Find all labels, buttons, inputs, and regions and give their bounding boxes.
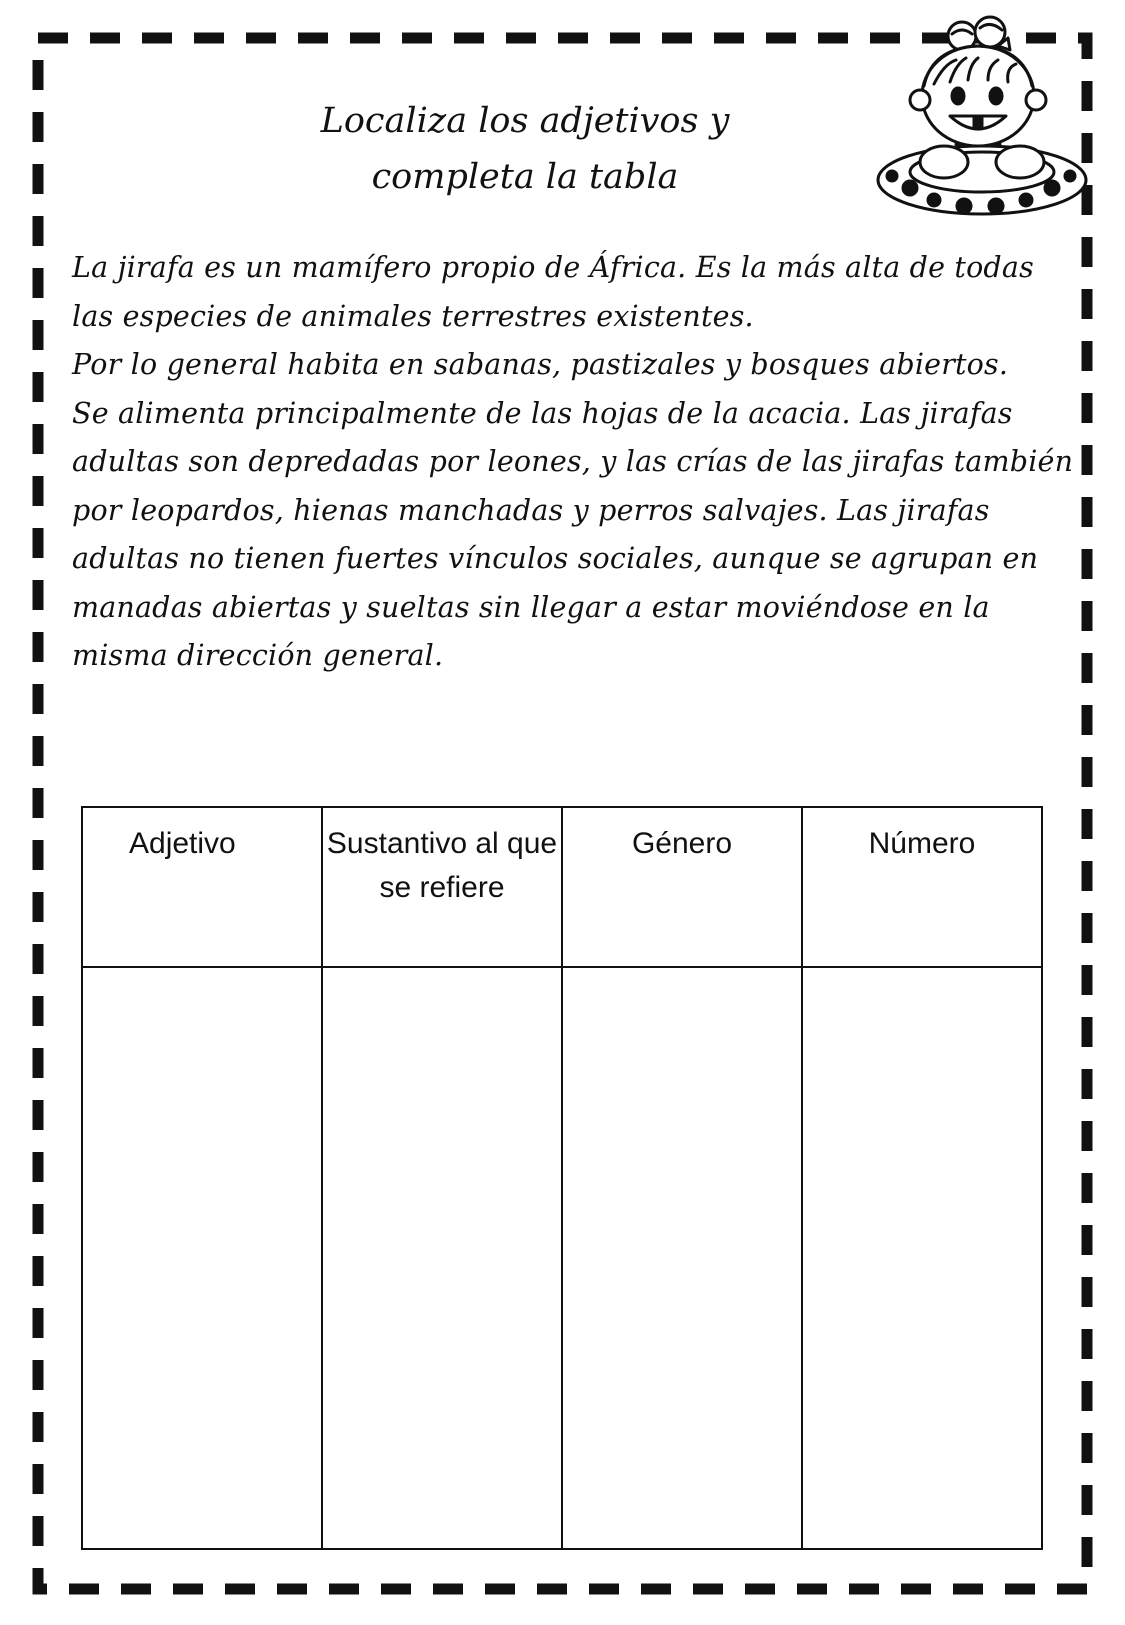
header-sustantivo: Sustantivo al que se refiere <box>322 807 562 967</box>
passage-paragraph-3: Se alimenta principalmente de las hojas de la acacia. Las jirafas adultas son depredadas por leones, y las crías de las jirafas también por leopardos, hienas manchadas y perros salvajes. Las jirafas adultas no tienen fuertes vínculos sociales, aunque se agrupan en manadas abiertas y sueltas sin llegar a estar moviéndose en la misma dirección general. <box>72 396 1074 672</box>
answer-cell-sustantivo[interactable] <box>322 967 562 1549</box>
girl-in-swim-ring-icon <box>870 12 1095 227</box>
answer-cell-numero[interactable] <box>802 967 1042 1549</box>
worksheet-title <box>250 93 800 205</box>
answer-cell-genero[interactable] <box>562 967 802 1549</box>
table-row <box>82 967 1042 1549</box>
title-line-2: completa la tabla <box>371 157 679 198</box>
table-header-row <box>82 807 1042 967</box>
header-adjetivo: Adjetivo <box>82 807 322 967</box>
reading-passage <box>72 244 1082 681</box>
answer-cell-adjetivo[interactable] <box>82 967 322 1549</box>
adjective-table <box>81 806 1043 1550</box>
passage-paragraph-1: La jirafa es un mamífero propio de África. Es la más alta de todas las especies de animales terrestres existentes. <box>72 251 1034 333</box>
header-numero: Número <box>802 807 1042 967</box>
passage-paragraph-2: Por lo general habita en sabanas, pastizales y bosques abiertos. <box>72 348 1009 381</box>
header-genero: Género <box>562 807 802 967</box>
title-line-1: Localiza los adjetivos y <box>320 101 730 142</box>
